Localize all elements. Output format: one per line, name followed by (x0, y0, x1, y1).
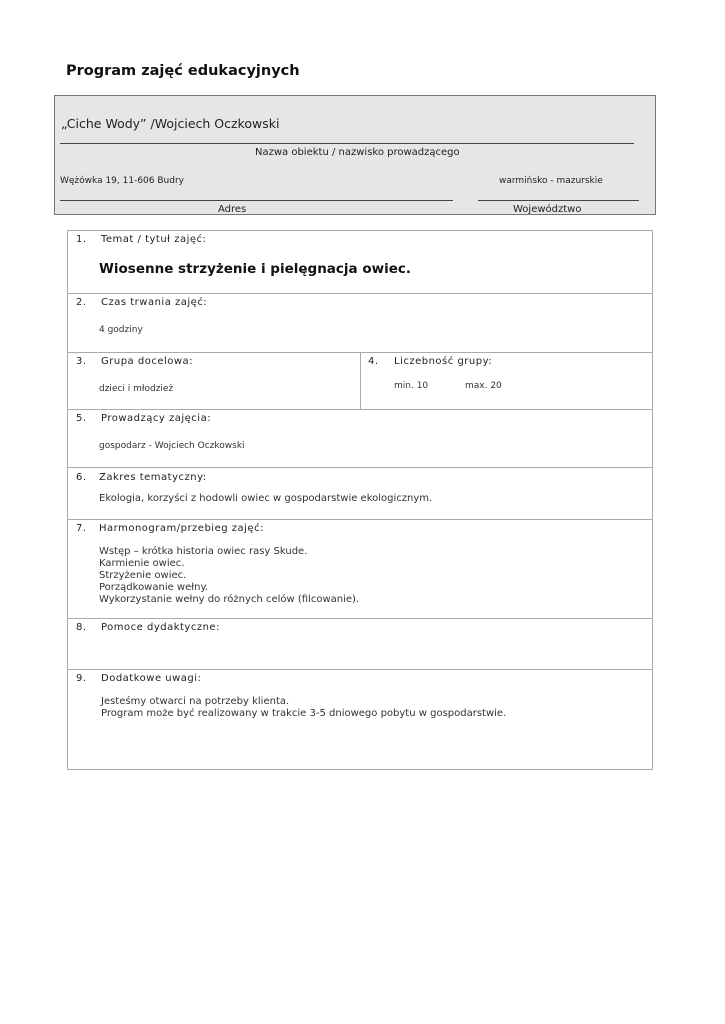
schedule-line: Wstęp – krótka historia owiec rasy Skude. (99, 546, 308, 557)
section-scope (68, 468, 652, 520)
section-topic (68, 231, 652, 294)
address-value: Wężówka 19, 11-606 Budry (60, 176, 184, 186)
section-instructor (68, 410, 652, 468)
section-number: 6. (76, 472, 87, 483)
section-number: 9. (76, 673, 87, 684)
schedule-line: Strzyżenie owiec. (99, 570, 187, 581)
section-label: Liczebność grupy: (394, 356, 493, 367)
schedule-line: Wykorzystanie wełny do różnych celów (filcowanie). (99, 594, 360, 605)
group-size-max: max. 20 (465, 381, 502, 391)
voivodeship-value: warmińsko - mazurskie (499, 176, 603, 186)
section-number: 4. (368, 356, 379, 367)
column-divider (360, 353, 361, 409)
voivodeship-line (478, 200, 639, 201)
header-box (54, 95, 656, 215)
section-label: Czas trwania zajęć: (101, 297, 208, 308)
scope-value: Ekologia, korzyści z hodowli owiec w gospodarstwie ekologicznym. (99, 493, 433, 504)
section-number: 1. (76, 234, 87, 245)
notes-lines (101, 696, 506, 720)
section-schedule (68, 520, 652, 619)
topic-value: Wiosenne strzyżenie i pielęgnacja owiec. (99, 261, 412, 277)
notes-line: Program może być realizowany w trakcie 3-5 dniowego pobytu w gospodarstwie. (101, 708, 507, 719)
section-duration (68, 294, 652, 353)
duration-value: 4 godziny (99, 325, 143, 335)
program-form (67, 230, 653, 770)
section-number: 2. (76, 297, 87, 308)
facility-name-line (60, 143, 634, 144)
page-title: Program zajęć edukacyjnych (66, 63, 300, 79)
schedule-line: Porządkowanie wełny. (99, 582, 209, 593)
notes-line: Jesteśmy otwarci na potrzeby klienta. (101, 696, 290, 707)
section-number: 5. (76, 413, 87, 424)
section-label: Prowadzący zajęcia: (101, 413, 212, 424)
instructor-value: gospodarz - Wojciech Oczkowski (99, 441, 245, 451)
schedule-lines (99, 546, 359, 606)
section-number: 3. (76, 356, 87, 367)
section-teaching-aids (68, 619, 652, 670)
group-size-min: min. 10 (394, 381, 429, 391)
section-label: Grupa docelowa: (101, 356, 194, 367)
target-group-value: dzieci i młodzież (99, 384, 174, 394)
facility-name-value: „Ciche Wody” /Wojciech Oczkowski (61, 116, 280, 131)
address-line (60, 200, 453, 201)
facility-name-caption: Nazwa obiektu / nazwisko prowadzącego (255, 147, 460, 158)
voivodeship-caption: Województwo (513, 204, 582, 215)
section-notes (68, 670, 652, 769)
section-number: 8. (76, 622, 87, 633)
section-label: Pomoce dydaktyczne: (101, 622, 220, 633)
section-label: Harmonogram/przebieg zajęć: (99, 523, 264, 534)
address-caption: Adres (218, 204, 247, 215)
section-number: 7. (76, 523, 87, 534)
section-target-group (68, 353, 652, 410)
section-label: Dodatkowe uwagi: (101, 673, 202, 684)
section-label: Temat / tytuł zajęć: (101, 234, 207, 245)
schedule-line: Karmienie owiec. (99, 558, 185, 569)
section-label: Zakres tematyczny: (99, 472, 207, 483)
